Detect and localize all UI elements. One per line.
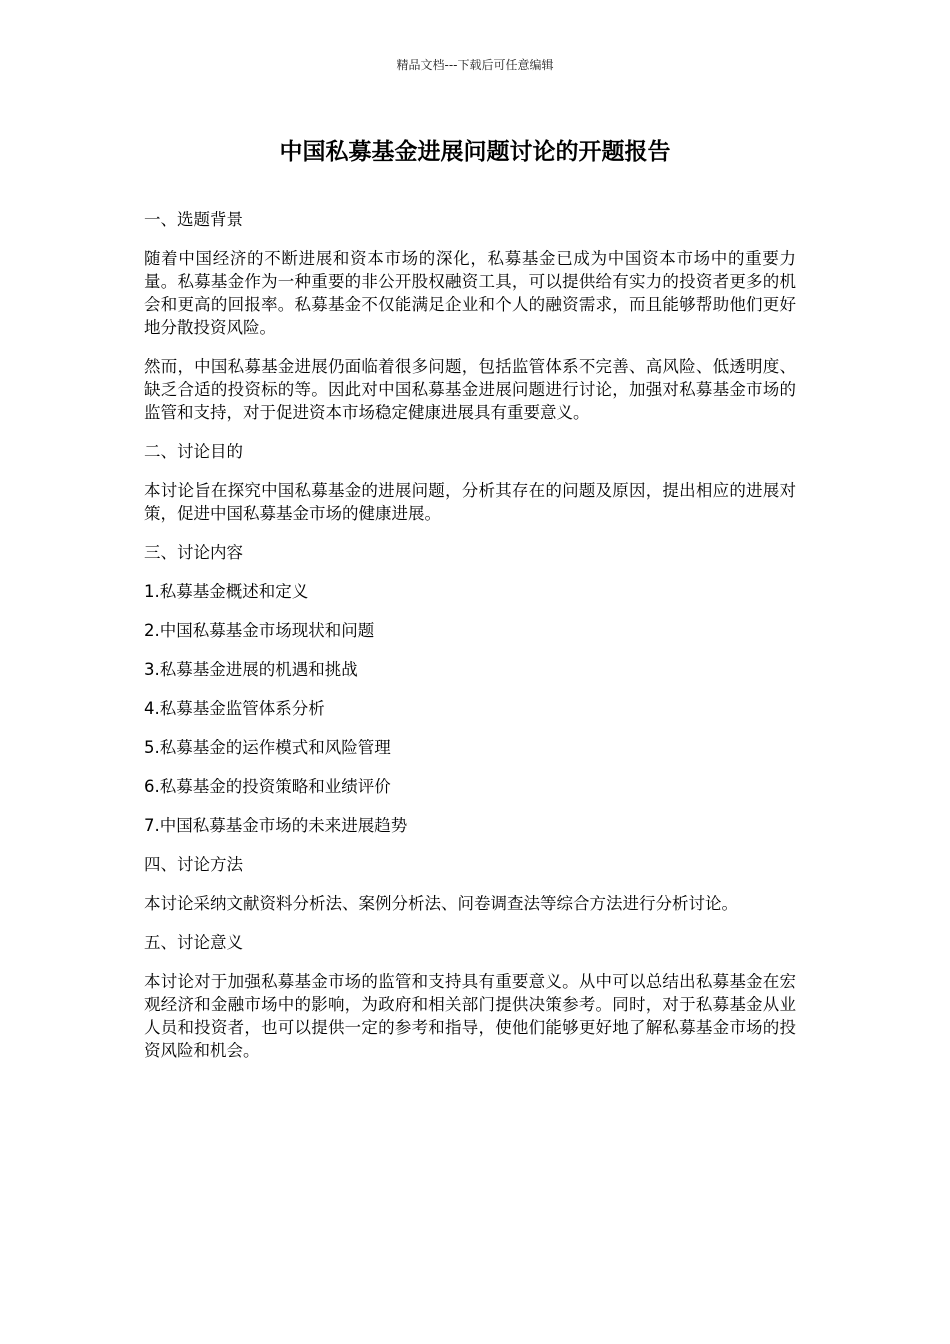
content-list-item: 2.中国私募基金市场现状和问题	[144, 621, 375, 640]
section-heading-purpose: 二、讨论目的	[144, 442, 243, 461]
content-list-item: 6.私募基金的投资策略和业绩评价	[144, 777, 391, 796]
content-list-item: 5.私募基金的运作模式和风险管理	[144, 738, 391, 757]
significance-paragraph: 本讨论对于加强私募基金市场的监管和支持具有重要意义。从中可以总结出私募基金在宏观经济和金融市场中的影响，为政府和相关部门提供决策参考。同时，对于私募基金从业人员和投资者，也可以提供一定的参考和指导，使他们能够更好地了解私募基金市场的投资风险和机会。	[144, 972, 796, 1060]
header-note: 精品文档---下载后可任意编辑	[396, 58, 554, 72]
section-heading-method: 四、讨论方法	[144, 855, 243, 874]
content-list-item: 7.中国私募基金市场的未来进展趋势	[144, 816, 408, 835]
document-body	[144, 208, 796, 1078]
section-heading-content: 三、讨论内容	[144, 543, 243, 562]
content-list-item: 3.私募基金进展的机遇和挑战	[144, 660, 358, 679]
section-heading-significance: 五、讨论意义	[144, 933, 243, 952]
background-paragraph-1: 随着中国经济的不断进展和资本市场的深化，私募基金已成为中国资本市场中的重要力量。私募基金作为一种重要的非公开股权融资工具，可以提供给有实力的投资者更多的机会和更高的回报率。私募基金不仅能满足企业和个人的融资需求，而且能够帮助他们更好地分散投资风险。	[144, 249, 796, 337]
document-title: 中国私募基金进展问题讨论的开题报告	[279, 139, 671, 165]
content-list-item: 1.私募基金概述和定义	[144, 582, 309, 601]
background-paragraph-2: 然而，中国私募基金进展仍面临着很多问题，包括监管体系不完善、高风险、低透明度、缺乏合适的投资标的等。因此对中国私募基金进展问题进行讨论，加强对私募基金市场的监管和支持，对于促进资本市场稳定健康进展具有重要意义。	[144, 357, 796, 422]
purpose-paragraph: 本讨论旨在探究中国私募基金的进展问题，分析其存在的问题及原因，提出相应的进展对策，促进中国私募基金市场的健康进展。	[144, 481, 796, 523]
content-list-item: 4.私募基金监管体系分析	[144, 699, 325, 718]
method-paragraph: 本讨论采纳文献资料分析法、案例分析法、问卷调查法等综合方法进行分析讨论。	[144, 894, 738, 913]
section-heading-background: 一、选题背景	[144, 210, 243, 229]
